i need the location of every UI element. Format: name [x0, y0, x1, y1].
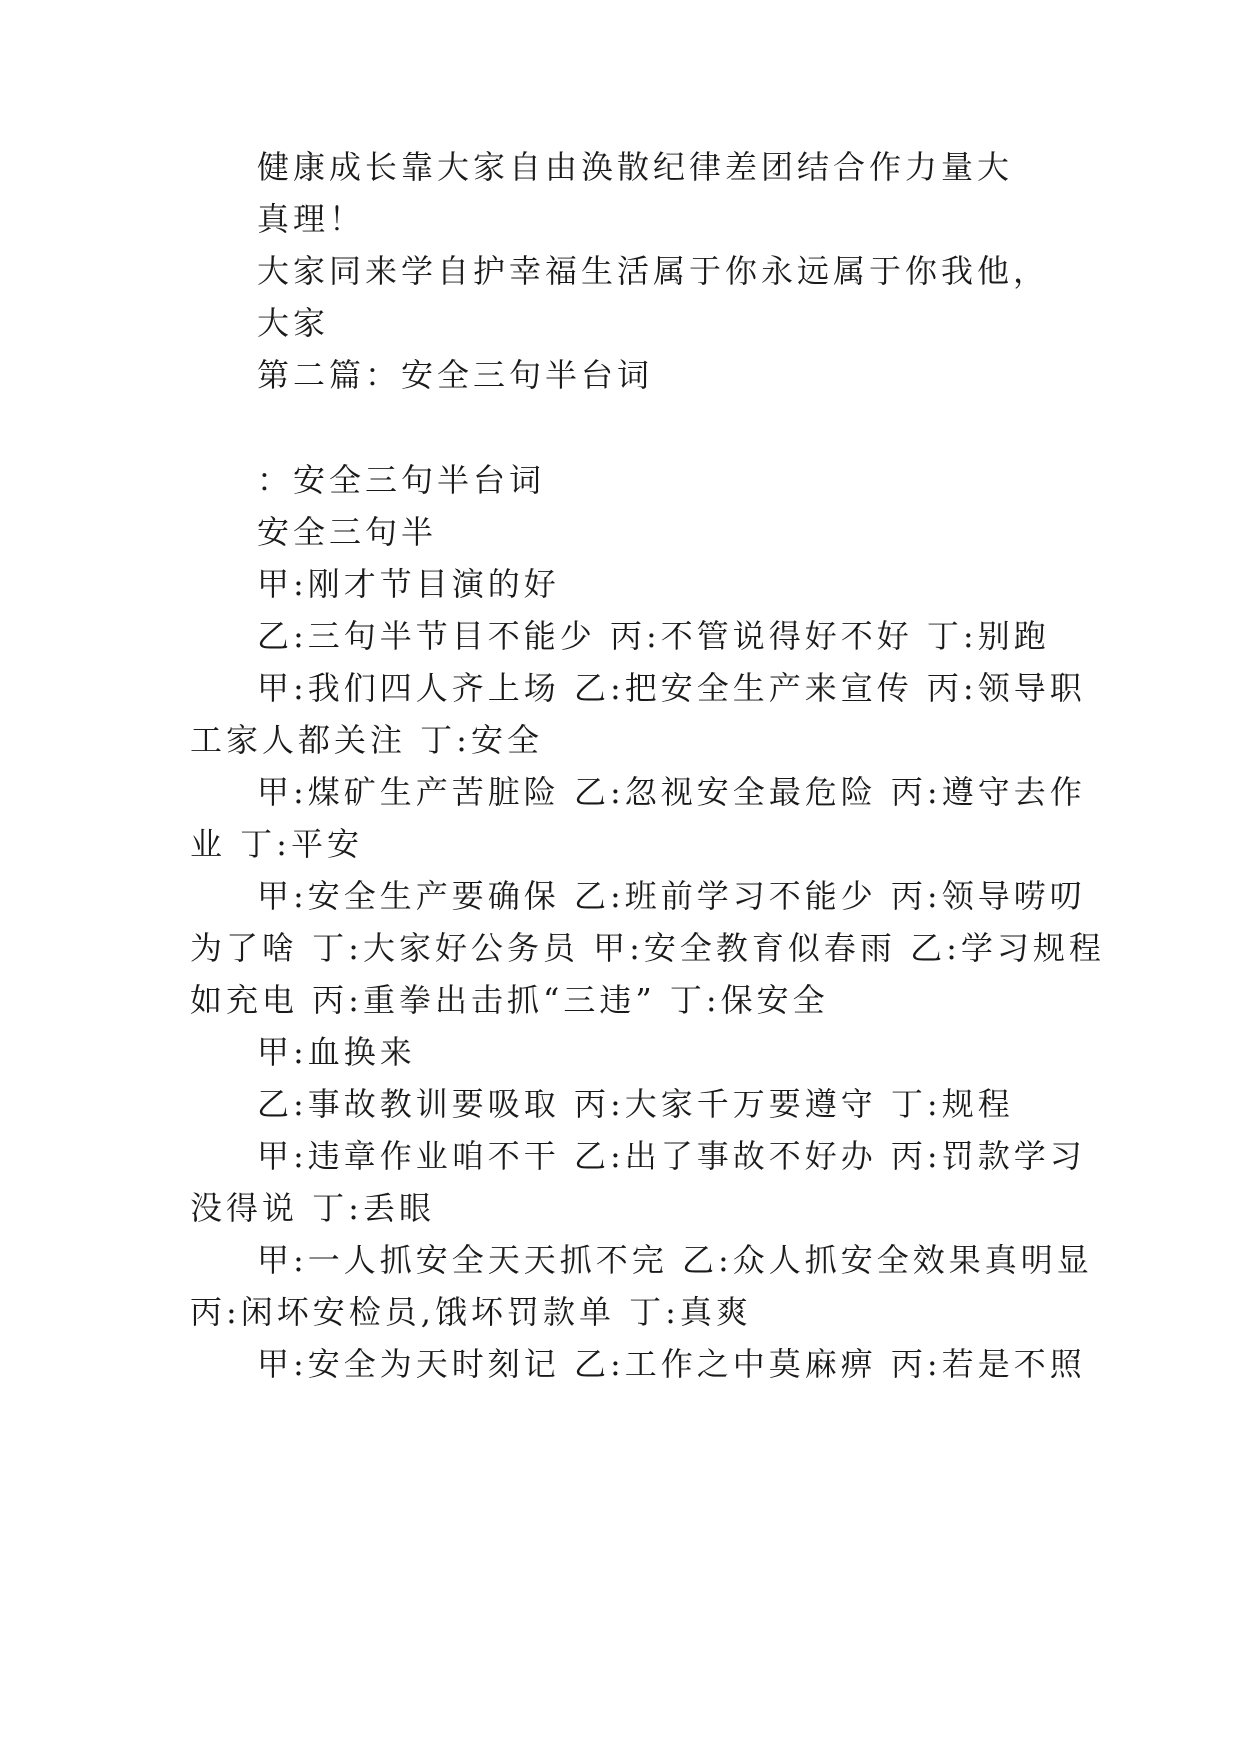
text-line: 健康成长靠大家自由涣散纪律差团结合作力量大: [257, 148, 1014, 186]
text-line: 业 丁:平安: [190, 825, 363, 863]
text-line: 甲:血换来: [257, 1033, 416, 1071]
text-line: 甲:一人抓安全天天抓不完 乙:众人抓安全效果真明显: [257, 1241, 1093, 1279]
text-line: 甲:煤矿生产苦脏险 乙:忽视安全最危险 丙:遵守去作: [257, 773, 1086, 811]
text-line: 甲:安全为天时刻记 乙:工作之中莫麻痹 丙:若是不照: [257, 1345, 1086, 1383]
text-line: 大家: [257, 304, 330, 342]
text-line: 丙:闲坏安检员,饿坏罚款单 丁:真爽: [190, 1293, 752, 1331]
text-line: 没得说 丁:丢眼: [190, 1189, 435, 1227]
text-line: 甲:刚才节目演的好: [257, 565, 560, 603]
text-line: 乙:事故教训要吸取 丙:大家千万要遵守 丁:规程: [257, 1085, 1014, 1123]
text-line: 大家同来学自护幸福生活属于你永远属于你我他，: [257, 252, 1050, 290]
text-line: 真理！: [257, 200, 366, 238]
text-line: 甲:安全生产要确保 乙:班前学习不能少 丙:领导唠叨: [257, 877, 1086, 915]
text-line: ：安全三句半台词: [257, 461, 546, 499]
text-line: 为了啥 丁:大家好公务员 甲:安全教育似春雨 乙:学习规程: [190, 929, 1105, 967]
text-line: 甲:我们四人齐上场 乙:把安全生产来宣传 丙:领导职: [257, 669, 1086, 707]
section-heading: 第二篇：安全三句半台词: [257, 356, 654, 394]
text-line: 乙:三句半节目不能少 丙:不管说得好不好 丁:别跑: [257, 617, 1050, 655]
text-line: 安全三句半: [257, 513, 438, 551]
text-line: 如充电 丙:重拳出击抓“三违” 丁:保安全: [190, 981, 829, 1019]
text-line: 甲:违章作业咱不干 乙:出了事故不好办 丙:罚款学习: [257, 1137, 1086, 1175]
text-line: 工家人都关注 丁:安全: [190, 721, 543, 759]
